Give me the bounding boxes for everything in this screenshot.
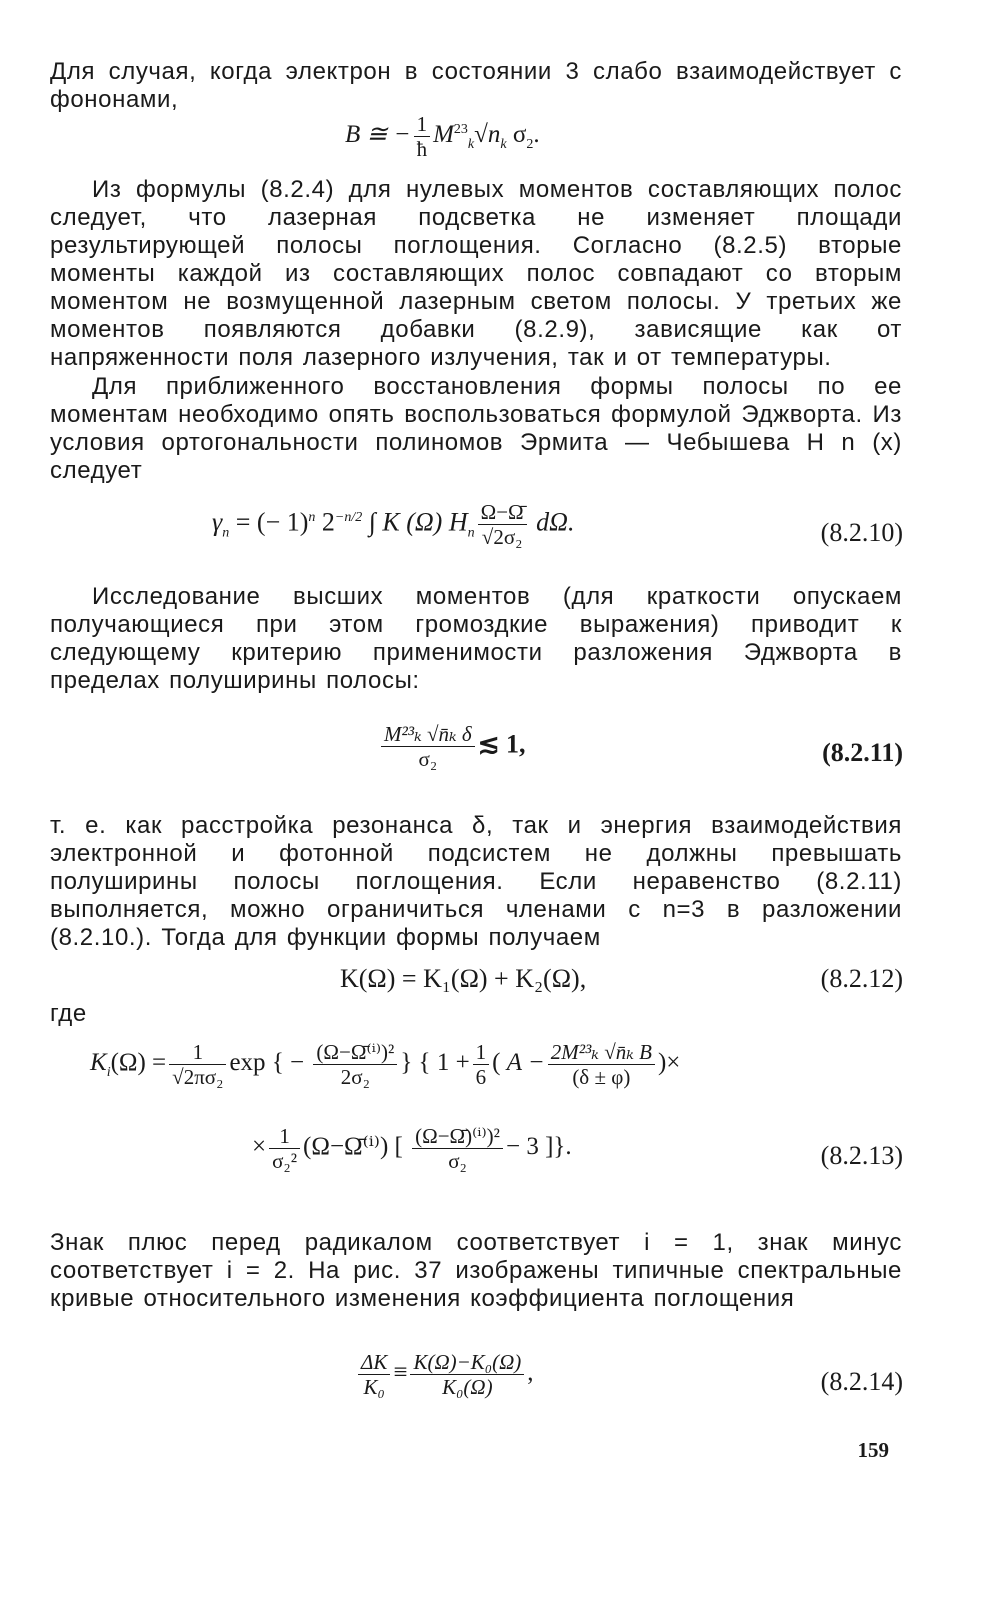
equation-number-8-2-13: (8.2.13) — [820, 1141, 903, 1170]
equation-number-8-2-11: (8.2.11) — [822, 738, 903, 767]
equation-number-8-2-10: (8.2.10) — [820, 518, 903, 547]
equation-8-2-12: K(Ω) = K₁(Ω) + K₂(Ω), — [340, 964, 587, 993]
paragraph-higher-moments: Исследование высших моментов (для краткости опускаем получающиеся при этом громоздкие выражения) приводит к следующему критерию применимости разложения Эджворта в пределах полуширины полосы: — [50, 583, 902, 694]
eq-8-2-13-frac-5: $\frac{1}{\text{σ₂²}}$ — [269, 1124, 300, 1173]
paragraph-sign: Знак плюс перед радикалом соответствует i = 1, знак минус соответствует i = 2. На рис. 37 изображены типичные спектральные кривые относительного изменения коэффициента поглощения — [50, 1229, 902, 1312]
equation-8-2-13-line-1: $K_i(\Omega)$ = $\frac{1}{\text{√2πσ₂}}$ exp { − $\frac{\text{(Ω−Ω̄⁽ⁱ⁾)²}}{\text{2σ₂}}$ } { 1 + $\frac{1}{6}$ ( A − $\frac{\text{2M²³ₖ √n̄ₖ B}}{(\delta \pm \varphi)}$ )× — [90, 1040, 681, 1089]
equation-b: B ≅ − $\frac{1}{ħ}$ $M^{23}_k√n_k$ $\sigma_2$. — [345, 112, 540, 161]
paragraph-moments: Из формулы (8.2.4) для нулевых моментов составляющих полос следует, что лазерная подсветка не изменяет площади результирующей полосы поглощения. Согласно (8.2.5) вторые моменты каждой из составляющих полос совпадают со вторым моментом не возмущенной лазерным светом полосы. У третьих же моментов появляются добавки (8.2.9), зависящие как от напряженности поля лазерного излучения, так и от температуры. — [50, 176, 902, 371]
eq-8-2-11-fraction: $\frac{\text{M²³ₖ √n̄ₖ δ}}{\text{σ₂}}$ — [381, 722, 475, 771]
eq-8-2-13-frac-2: $\frac{\text{(Ω−Ω̄⁽ⁱ⁾)²}}{\text{2σ₂}}$ — [313, 1040, 397, 1089]
eq-8-2-13-frac-3: $\frac{1}{6}$ — [473, 1040, 490, 1089]
paragraph-intro: Для случая, когда электрон в состоянии 3 слабо взаимодействует с фононами, — [50, 58, 902, 113]
eq-8-2-13-frac-6: $\frac{\text{(Ω−Ω̄)⁽ⁱ⁾)²}}{\text{σ₂}}$ — [412, 1124, 503, 1173]
equation-number-8-2-12: (8.2.12) — [820, 964, 903, 993]
paragraph-detuning: т. е. как расстройка резонанса δ, так и энергия взаимодействия электронной и фотонной подсистем не должны превышать полуширины полосы поглощения. Если неравенство (8.2.11) выполняется, можно ограничиться членами с n=3 в разложении (8.2.10.). Тогда для функции формы получаем — [50, 812, 902, 951]
paragraph-edgeworth: Для приближенного восстановления формы полосы по ее моментам необходимо опять воспользоваться формулой Эджворта. Из условия ортогональности полиномов Эрмита — Чебышева H n (x) следует — [50, 373, 902, 484]
equation-number-8-2-14: (8.2.14) — [820, 1367, 903, 1396]
equation-8-2-14: $\frac{\Delta K}{\text{K₀}}$ ≡ $\frac{\text{K(Ω)−K₀(Ω)}}{\text{K₀(Ω)}}$ , — [355, 1350, 534, 1399]
eq-8-2-13-frac-1: $\frac{1}{\text{√2πσ₂}}$ — [169, 1040, 226, 1089]
equation-8-2-11: $\frac{\text{M²³ₖ √n̄ₖ δ}}{\text{σ₂}}$ ≲ 1, — [378, 722, 526, 771]
eq-8-2-13-frac-4: $\frac{\text{2M²³ₖ √n̄ₖ B}}{(\delta \pm \varphi)}$ — [548, 1040, 655, 1089]
eq-8-2-14-frac-2: $\frac{\text{K(Ω)−K₀(Ω)}}{\text{K₀(Ω)}}$ — [410, 1350, 524, 1399]
eq-8-2-14-frac-1: $\frac{\Delta K}{\text{K₀}}$ — [358, 1350, 390, 1399]
page-number: 159 — [857, 1438, 889, 1462]
eq-b-fraction: $\frac{1}{ħ}$ — [414, 112, 431, 161]
word-where: где — [50, 1000, 87, 1027]
eq-8-2-10-fraction: $\frac{\Omega-\Omegā}{\text{√2σ₂}}$ — [478, 500, 527, 549]
equation-8-2-13-line-2: × $\frac{1}{\text{σ₂²}}$ (Ω−Ω̄⁽ⁱ⁾) [ $\frac{\text{(Ω−Ω̄)⁽ⁱ⁾)²}}{\text{σ₂}}$ − 3 ]}. — [252, 1124, 572, 1173]
equation-8-2-10: $\gamma_n$ = (− 1)$^n$ $2^{-n/2}$ ∫ K (Ω) $H_n$ $\frac{\Omega-\Omegā}{\text{√2σ₂}}$ dΩ. — [212, 500, 575, 549]
eq-b-lhs: B ≅ − — [345, 121, 411, 149]
